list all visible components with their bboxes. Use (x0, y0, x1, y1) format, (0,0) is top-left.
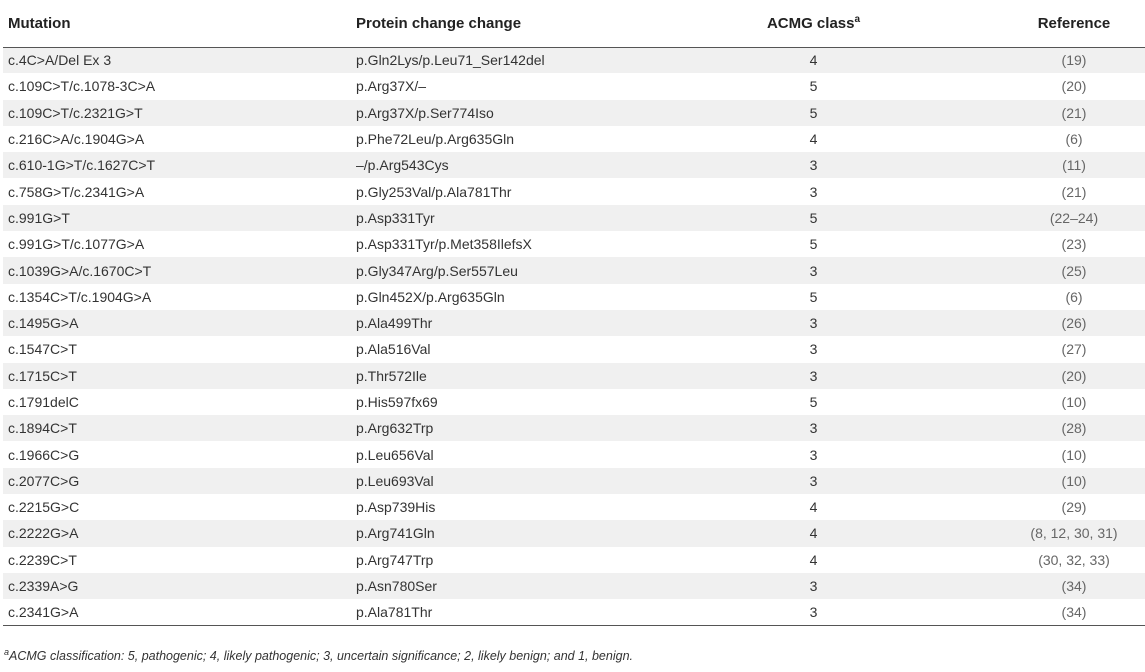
cell-protein-change: p.Leu656Val (356, 441, 686, 467)
cell-reference (941, 257, 1145, 283)
table-row (3, 494, 1145, 520)
header-mutation: Mutation (3, 0, 356, 47)
cell-reference (941, 520, 1145, 546)
cell-acmg-class: 4 (686, 547, 941, 573)
table-row (3, 468, 1145, 494)
table-row (3, 47, 1145, 73)
cell-mutation: c.1894C>T (3, 415, 356, 441)
cell-protein-change: p.Arg632Trp (356, 415, 686, 441)
cell-mutation: c.991G>T (3, 205, 356, 231)
cell-acmg-class: 4 (686, 520, 941, 546)
cell-protein-change: p.Arg37X/p.Ser774Iso (356, 100, 686, 126)
cell-acmg-class: 3 (686, 363, 941, 389)
table-header (3, 0, 1145, 47)
cell-reference (941, 73, 1145, 99)
table-row (3, 441, 1145, 467)
reference-text: (11) (1062, 157, 1086, 174)
cell-protein-change: p.Asp739His (356, 494, 686, 520)
cell-mutation: c.2239C>T (3, 547, 356, 573)
table-body (3, 47, 1145, 626)
cell-acmg-class: 3 (686, 415, 941, 441)
reference-text: (10) (1061, 394, 1087, 410)
table-row (3, 310, 1145, 336)
cell-mutation: c.758G>T/c.2341G>A (3, 178, 356, 204)
cell-acmg-class: 5 (686, 205, 941, 231)
cell-mutation: c.1966C>G (3, 441, 356, 467)
reference-text: (21) (1061, 104, 1087, 121)
cell-reference (941, 178, 1145, 204)
header-reference: Reference (941, 0, 1145, 47)
mutation-table (3, 0, 1145, 626)
cell-acmg-class: 3 (686, 468, 941, 494)
cell-mutation: c.2341G>A (3, 599, 356, 625)
cell-mutation: c.1495G>A (3, 310, 356, 336)
table-row (3, 389, 1145, 415)
reference-text: (27) (1061, 341, 1087, 358)
cell-protein-change: –/p.Arg543Cys (356, 152, 686, 178)
cell-reference (941, 468, 1145, 494)
cell-protein-change: p.Arg37X/– (356, 73, 686, 99)
reference-text: (29) (1061, 499, 1087, 516)
cell-mutation: c.1791delC (3, 389, 356, 415)
cell-reference (941, 284, 1145, 310)
cell-protein-change: p.Thr572Ile (356, 363, 686, 389)
cell-mutation: c.2339A>G (3, 573, 356, 599)
reference-text: (6) (1065, 288, 1083, 305)
cell-reference (941, 363, 1145, 389)
cell-reference (941, 47, 1145, 73)
cell-protein-change: p.Arg741Gln (356, 520, 686, 546)
cell-acmg-class: 5 (686, 100, 941, 126)
cell-protein-change: p.Leu693Val (356, 468, 686, 494)
table-row (3, 547, 1145, 573)
reference-text: (28) (1061, 420, 1087, 437)
header-protein-change: Protein change change (356, 0, 686, 47)
table-row (3, 152, 1145, 178)
cell-protein-change: p.Gly253Val/p.Ala781Thr (356, 178, 686, 204)
cell-mutation: c.4C>A/Del Ex 3 (3, 47, 356, 73)
cell-mutation: c.2215G>C (3, 494, 356, 520)
header-acmg-label: ACMG class (766, 14, 855, 32)
cell-mutation: c.109C>T/c.2321G>T (3, 100, 356, 126)
table-row (3, 363, 1145, 389)
cell-protein-change: p.Ala499Thr (356, 310, 686, 336)
cell-protein-change: p.Arg747Trp (356, 547, 686, 573)
cell-acmg-class: 5 (686, 231, 941, 257)
reference-text: (26) (1061, 315, 1087, 332)
cell-acmg-class: 3 (686, 599, 941, 625)
cell-reference (941, 415, 1145, 441)
cell-acmg-class: 3 (686, 178, 941, 204)
table-row (3, 73, 1145, 99)
cell-protein-change: p.Phe72Leu/p.Arg635Gln (356, 126, 686, 152)
header-row (3, 0, 1145, 47)
cell-reference (941, 547, 1145, 573)
header-acmg-class (686, 0, 941, 47)
cell-acmg-class: 4 (686, 47, 941, 73)
cell-acmg-class: 3 (686, 257, 941, 283)
table-row (3, 415, 1145, 441)
cell-mutation: c.1715C>T (3, 363, 356, 389)
cell-mutation: c.2222G>A (3, 520, 356, 546)
cell-mutation: c.1547C>T (3, 336, 356, 362)
table-row (3, 231, 1145, 257)
table-row (3, 100, 1145, 126)
cell-mutation: c.610-1G>T/c.1627C>T (3, 152, 356, 178)
cell-mutation: c.991G>T/c.1077G>A (3, 231, 356, 257)
cell-acmg-class: 4 (686, 126, 941, 152)
cell-reference (941, 152, 1145, 178)
cell-reference (941, 494, 1145, 520)
table-row (3, 284, 1145, 310)
cell-mutation: c.109C>T/c.1078-3C>A (3, 73, 356, 99)
cell-reference (941, 389, 1145, 415)
reference-text: (10) (1061, 446, 1087, 463)
cell-acmg-class: 5 (686, 389, 941, 415)
header-acmg-footnote-marker: a (854, 13, 861, 25)
cell-protein-change: p.His597fx69 (356, 389, 686, 415)
table-row (3, 178, 1145, 204)
cell-acmg-class: 3 (686, 441, 941, 467)
table-row (3, 336, 1145, 362)
cell-protein-change: p.Gln2Lys/p.Leu71_Ser142del (356, 47, 686, 73)
reference-text: (34) (1061, 604, 1087, 621)
cell-protein-change: p.Asp331Tyr/p.Met358IlefsX (356, 231, 686, 257)
cell-reference (941, 231, 1145, 257)
table-row (3, 520, 1145, 546)
cell-protein-change: p.Asp331Tyr (356, 205, 686, 231)
cell-acmg-class: 3 (686, 152, 941, 178)
cell-reference (941, 336, 1145, 362)
cell-reference (941, 441, 1145, 467)
cell-reference (941, 205, 1145, 231)
footnote-text: ACMG classification: 5, pathogenic; 4, likely pathogenic; 3, uncertain significance; 2, likely benign; and 1, benign. (9, 649, 633, 663)
table-row (3, 126, 1145, 152)
cell-acmg-class: 3 (686, 310, 941, 336)
reference-text: (23) (1061, 236, 1087, 253)
cell-reference (941, 126, 1145, 152)
reference-text: (19) (1061, 52, 1087, 69)
reference-text: (10) (1061, 472, 1087, 489)
reference-text: (25) (1061, 262, 1087, 279)
cell-protein-change: p.Ala781Thr (356, 599, 686, 625)
table-footnote (4, 646, 633, 663)
table-row (3, 205, 1145, 231)
reference-text: (30, 32, 33) (1038, 551, 1110, 568)
cell-acmg-class: 4 (686, 494, 941, 520)
reference-text: (22–24) (1049, 209, 1099, 226)
cell-reference (941, 573, 1145, 599)
cell-mutation: c.216C>A/c.1904G>A (3, 126, 356, 152)
cell-acmg-class: 3 (686, 336, 941, 362)
table-row (3, 599, 1145, 625)
cell-acmg-class: 5 (686, 73, 941, 99)
cell-protein-change: p.Gly347Arg/p.Ser557Leu (356, 257, 686, 283)
reference-text: (20) (1061, 367, 1087, 384)
table-row (3, 573, 1145, 599)
cell-acmg-class: 5 (686, 284, 941, 310)
cell-mutation: c.1039G>A/c.1670C>T (3, 257, 356, 283)
cell-protein-change: p.Asn780Ser (356, 573, 686, 599)
footnote-marker: a (4, 646, 10, 657)
cell-protein-change: p.Gln452X/p.Arg635Gln (356, 284, 686, 310)
cell-reference (941, 310, 1145, 336)
cell-acmg-class: 3 (686, 573, 941, 599)
table-row (3, 257, 1145, 283)
cell-mutation: c.2077C>G (3, 468, 356, 494)
cell-reference (941, 100, 1145, 126)
cell-reference (941, 599, 1145, 625)
reference-text: (6) (1065, 131, 1083, 148)
reference-text: (34) (1061, 578, 1087, 595)
reference-text: (21) (1061, 183, 1087, 200)
reference-text: (20) (1061, 78, 1087, 95)
cell-mutation: c.1354C>T/c.1904G>A (3, 284, 356, 310)
reference-text: (8, 12, 30, 31) (1030, 525, 1118, 542)
cell-protein-change: p.Ala516Val (356, 336, 686, 362)
